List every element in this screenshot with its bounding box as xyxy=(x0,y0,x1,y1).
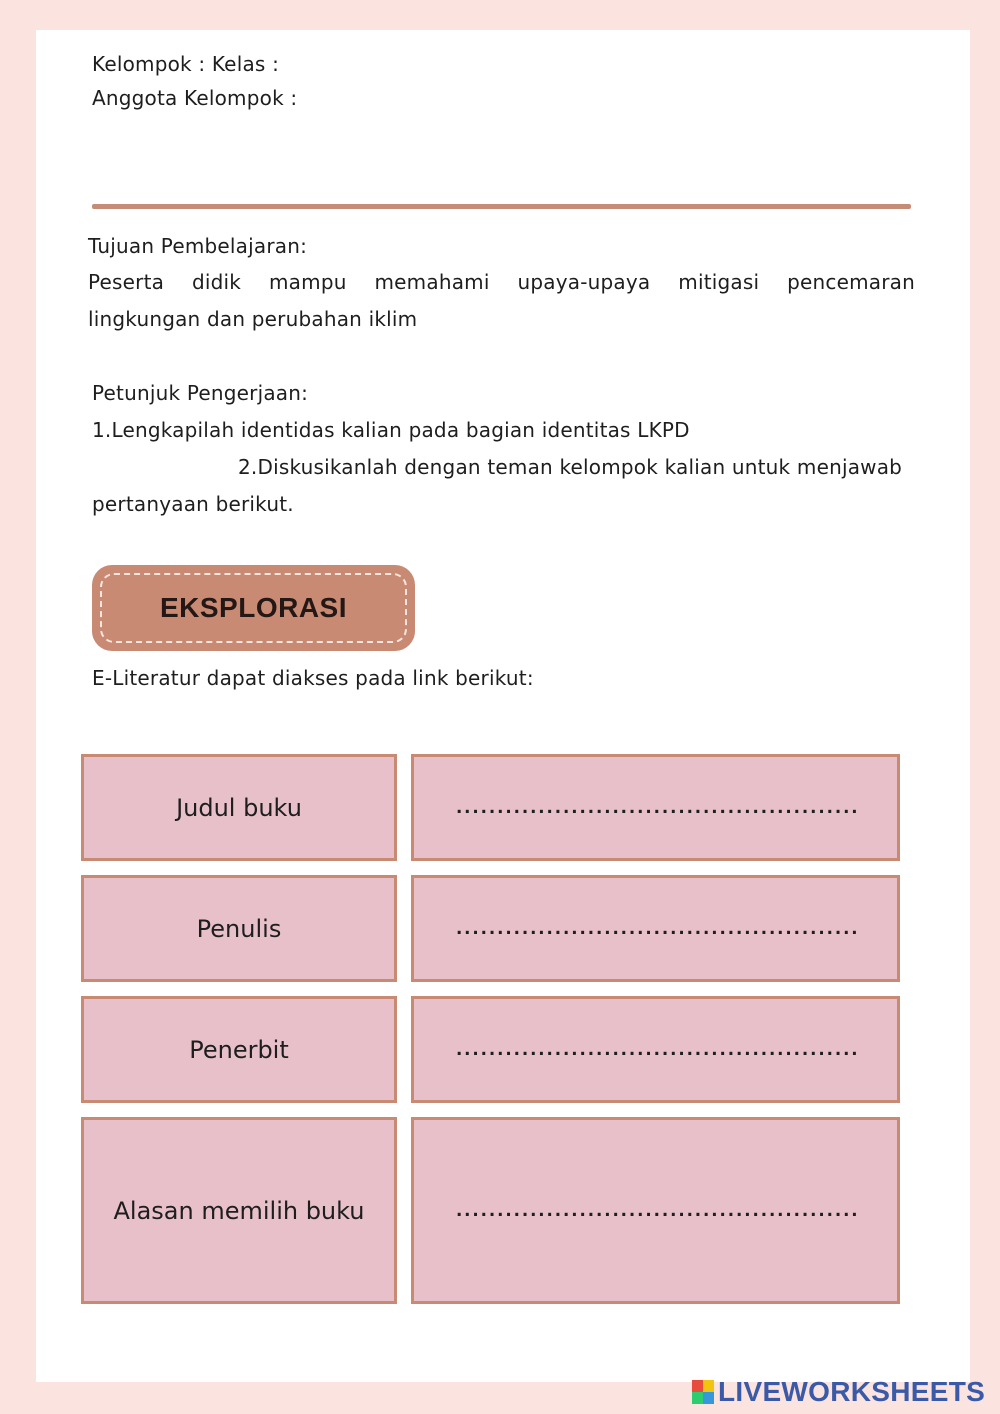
answer-field-publisher[interactable] xyxy=(411,996,900,1103)
objective-title: Tujuan Pembelajaran: xyxy=(88,234,308,258)
row-label-cell xyxy=(81,754,397,861)
instruction-step-2-line1: 2.Diskusikanlah dengan teman kelompok kalian untuk menjawab xyxy=(238,455,903,479)
objective-text-line1: Peserta didik mampu memahami upaya-upaya mitigasi pencemaran xyxy=(88,270,915,294)
row-label-reason: Alasan memilih buku xyxy=(113,1196,365,1225)
row-label-cell xyxy=(81,1117,397,1304)
instruction-step-2-line2: pertanyaan berikut. xyxy=(92,492,294,516)
liveworksheets-logo[interactable] xyxy=(692,1376,985,1408)
row-label-author: Penulis xyxy=(196,914,282,943)
divider-line xyxy=(92,204,911,209)
answer-field-reason[interactable] xyxy=(411,1117,900,1304)
answer-field-title[interactable] xyxy=(411,754,900,861)
logo-text: LIVEWORKSHEETS xyxy=(718,1376,986,1407)
instructions-title: Petunjuk Pengerjaan: xyxy=(92,381,309,405)
group-class-label: Kelompok : Kelas : xyxy=(92,52,280,76)
badge-label: EKSPLORASI xyxy=(159,592,348,623)
badge-dashed-frame xyxy=(100,573,407,643)
literature-intro: E-Literatur dapat diakses pada link berikut: xyxy=(92,666,534,690)
row-label-cell xyxy=(81,996,397,1103)
group-members-label: Anggota Kelompok : xyxy=(92,86,298,110)
objective-text-line2: lingkungan dan perubahan iklim xyxy=(88,307,418,331)
answer-placeholder: ................................................. xyxy=(453,1039,858,1060)
instruction-step-1: 1.Lengkapilah identidas kalian pada bagian identitas LKPD xyxy=(92,418,690,442)
logo-blocks-icon xyxy=(692,1380,714,1404)
row-label-publisher: Penerbit xyxy=(189,1035,289,1064)
answer-placeholder: ................................................. xyxy=(453,1200,858,1221)
answer-field-author[interactable] xyxy=(411,875,900,982)
row-label-title: Judul buku xyxy=(176,793,302,822)
answer-placeholder: ................................................. xyxy=(453,918,858,939)
row-label-cell xyxy=(81,875,397,982)
exploration-badge xyxy=(92,565,415,651)
answer-placeholder: ................................................. xyxy=(453,797,858,818)
